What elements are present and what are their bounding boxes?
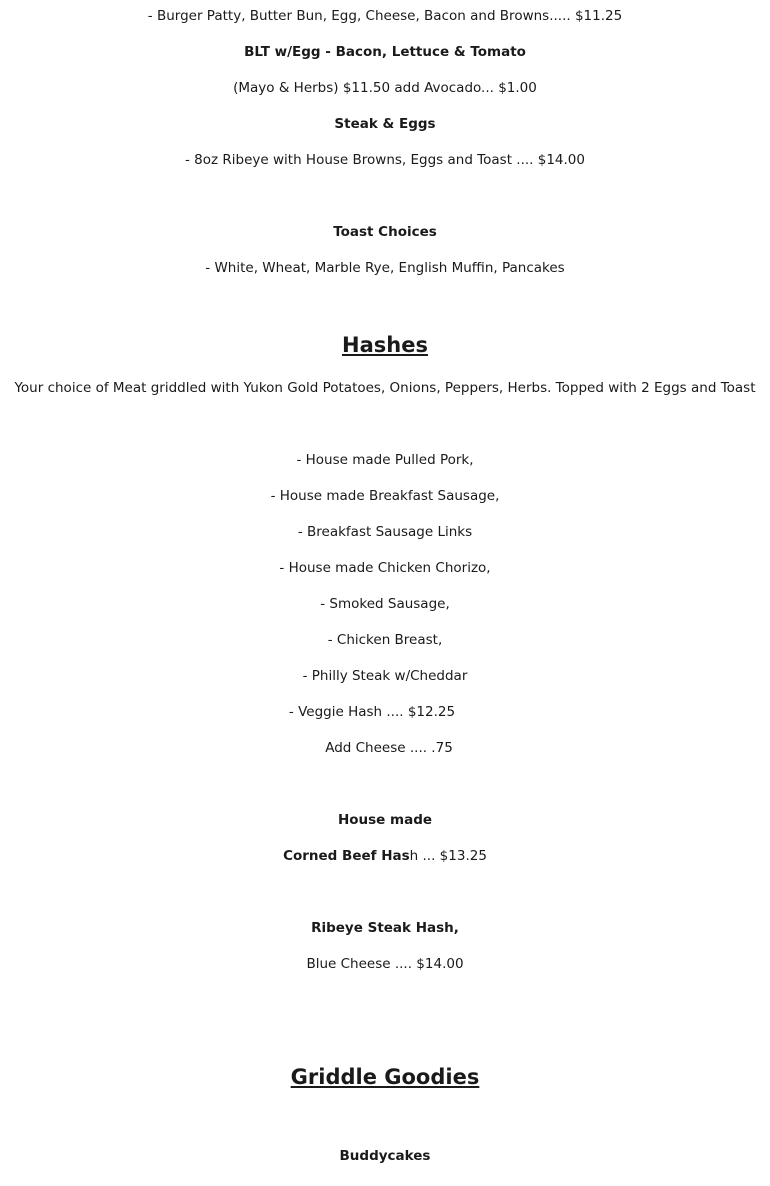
- hash-item: - Smoked Sausage,: [320, 596, 450, 612]
- hash-item: - Philly Steak w/Cheddar: [302, 668, 468, 684]
- house-made-label: House made: [337, 812, 433, 828]
- toast-choices-list: - White, Wheat, Marble Rye, English Muffin, Pancakes: [205, 260, 565, 276]
- corned-beef-hash-price: h ... $13.25: [409, 848, 487, 864]
- hash-item: - House made Chicken Chorizo,: [279, 560, 491, 576]
- blt-title: BLT w/Egg - Bacon, Lettuce & Tomato: [244, 44, 526, 60]
- toast-choices-title: Toast Choices: [333, 224, 437, 240]
- ribeye-hash-description: Blue Cheese .... $14.00: [306, 956, 464, 972]
- griddle-goodies-heading: Griddle Goodies: [290, 1065, 480, 1089]
- hash-item-veggie: - Veggie Hash .... $12.25: [288, 704, 456, 720]
- ribeye-hash-title: Ribeye Steak Hash,: [311, 920, 459, 936]
- steak-eggs-description: - 8oz Ribeye with House Browns, Eggs and Toast .... $14.00: [185, 152, 585, 168]
- add-cheese-price: Add Cheese .... .75: [325, 740, 453, 756]
- blt-description: (Mayo & Herbs) $11.50 add Avocado... $1.00: [233, 80, 537, 96]
- hashes-intro: Your choice of Meat griddled with Yukon Gold Potatoes, Onions, Peppers, Herbs. Topped with 2 Eggs and Toast: [14, 380, 756, 396]
- hash-item: - House made Pulled Pork,: [296, 452, 474, 468]
- steak-eggs-title: Steak & Eggs: [334, 116, 436, 132]
- corned-beef-hash-title: Corned Beef Has: [283, 848, 410, 864]
- corned-beef-hash: [0, 846, 770, 866]
- hashes-heading: Hashes: [342, 333, 428, 357]
- hash-item: - Chicken Breast,: [327, 632, 443, 648]
- hash-item: - Breakfast Sausage Links: [297, 524, 473, 540]
- burger-description: - Burger Patty, Butter Bun, Egg, Cheese, Bacon and Browns..... $11.25: [147, 8, 623, 24]
- buddycakes-title: Buddycakes: [339, 1148, 431, 1164]
- hash-item: - House made Breakfast Sausage,: [270, 488, 500, 504]
